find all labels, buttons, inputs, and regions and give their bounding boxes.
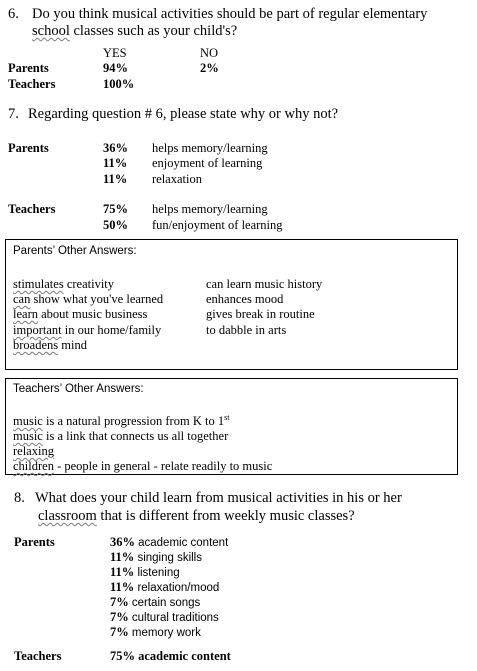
q8-parents-item-4: 11% relaxation/mood xyxy=(110,580,220,594)
q6-question-line1: Do you think musical activities should be part of regular elementary xyxy=(32,6,428,22)
q8-teachers-item: 75% academic content xyxy=(110,649,231,663)
q6-school-word: school xyxy=(32,23,70,39)
q8-question-line2: classroom that is different from weekly music classes? xyxy=(38,508,355,524)
teachers-other-line-1: music is a natural progression from K to 1st xyxy=(13,413,230,429)
q7-question: Regarding question # 6, please state why or why not? xyxy=(28,106,339,122)
teachers-other-line-4: children - people in general - relate readily to music xyxy=(13,459,273,473)
q7-parents-text-3: relaxation xyxy=(152,172,202,186)
q8-number: 8. xyxy=(14,490,25,506)
q8-parents-item-2: 11% singing skills xyxy=(110,550,202,564)
parents-other-left-4: important in our home/family xyxy=(13,323,162,337)
q7-parents-label: Parents xyxy=(8,141,49,155)
q6-teachers-yes: 100% xyxy=(103,77,135,91)
q7-number: 7. xyxy=(8,106,19,122)
q8-parents-label: Parents xyxy=(14,535,55,549)
parents-other-right-4: to dabble in arts xyxy=(206,323,287,337)
q8-teachers-label: Teachers xyxy=(14,649,62,663)
parents-other-right-1: can learn music history xyxy=(206,277,323,291)
q7-teachers-label: Teachers xyxy=(8,202,56,216)
q8-classroom-word: classroom xyxy=(38,508,97,524)
parents-other-left-3: learn about music business xyxy=(13,307,148,321)
teachers-other-title: Teachers’ Other Answers: xyxy=(13,383,144,395)
q6-question-line2 xyxy=(32,23,237,40)
q6-parents-yes: 94% xyxy=(103,61,128,75)
q8-parents-item-1: 36% academic content xyxy=(110,535,229,549)
q6-col-yes: YES xyxy=(103,46,127,60)
q6-parents-label: Parents xyxy=(8,61,49,75)
q6-line2-rest: classes such as your child's? xyxy=(69,23,238,39)
q8-parents-item-7: 7% memory work xyxy=(110,625,201,639)
q7-teachers-pct-1: 75% xyxy=(103,202,128,216)
parents-other-left-1: stimulates creativity xyxy=(13,277,115,291)
parents-other-left-5: broadens mind xyxy=(13,338,87,352)
q8-parents-item-3: 11% listening xyxy=(110,565,180,579)
parents-other-right-3: gives break in routine xyxy=(206,307,315,321)
q6-teachers-label: Teachers xyxy=(8,77,56,91)
parents-other-right-2: enhances mood xyxy=(206,292,284,306)
q8-parents-item-6: 7% cultural traditions xyxy=(110,610,219,624)
teachers-other-line-3: relaxing xyxy=(13,444,54,458)
q7-parents-text-1: helps memory/learning xyxy=(152,141,268,155)
q7-parents-pct-2: 11% xyxy=(103,156,128,170)
parents-other-title: Parents’ Other Answers: xyxy=(13,245,137,257)
q7-parents-pct-3: 11% xyxy=(103,172,128,186)
q6-parents-no: 2% xyxy=(200,61,219,75)
q8-parents-item-5: 7% certain songs xyxy=(110,595,201,609)
q8-question-line1: What does your child learn from musical activities in his or her xyxy=(35,490,402,506)
q7-parents-text-2: enjoyment of learning xyxy=(152,156,263,170)
teachers-other-line-2: music is a link that connects us all together xyxy=(13,429,229,443)
q6-col-no: NO xyxy=(200,46,219,60)
q7-parents-pct-1: 36% xyxy=(103,141,128,155)
q7-teachers-text-2: fun/enjoyment of learning xyxy=(152,218,283,232)
parents-other-left-2: can show what you've learned xyxy=(13,292,164,306)
q7-teachers-text-1: helps memory/learning xyxy=(152,202,268,216)
q7-teachers-pct-2: 50% xyxy=(103,218,128,232)
q6-number: 6. xyxy=(8,6,19,22)
